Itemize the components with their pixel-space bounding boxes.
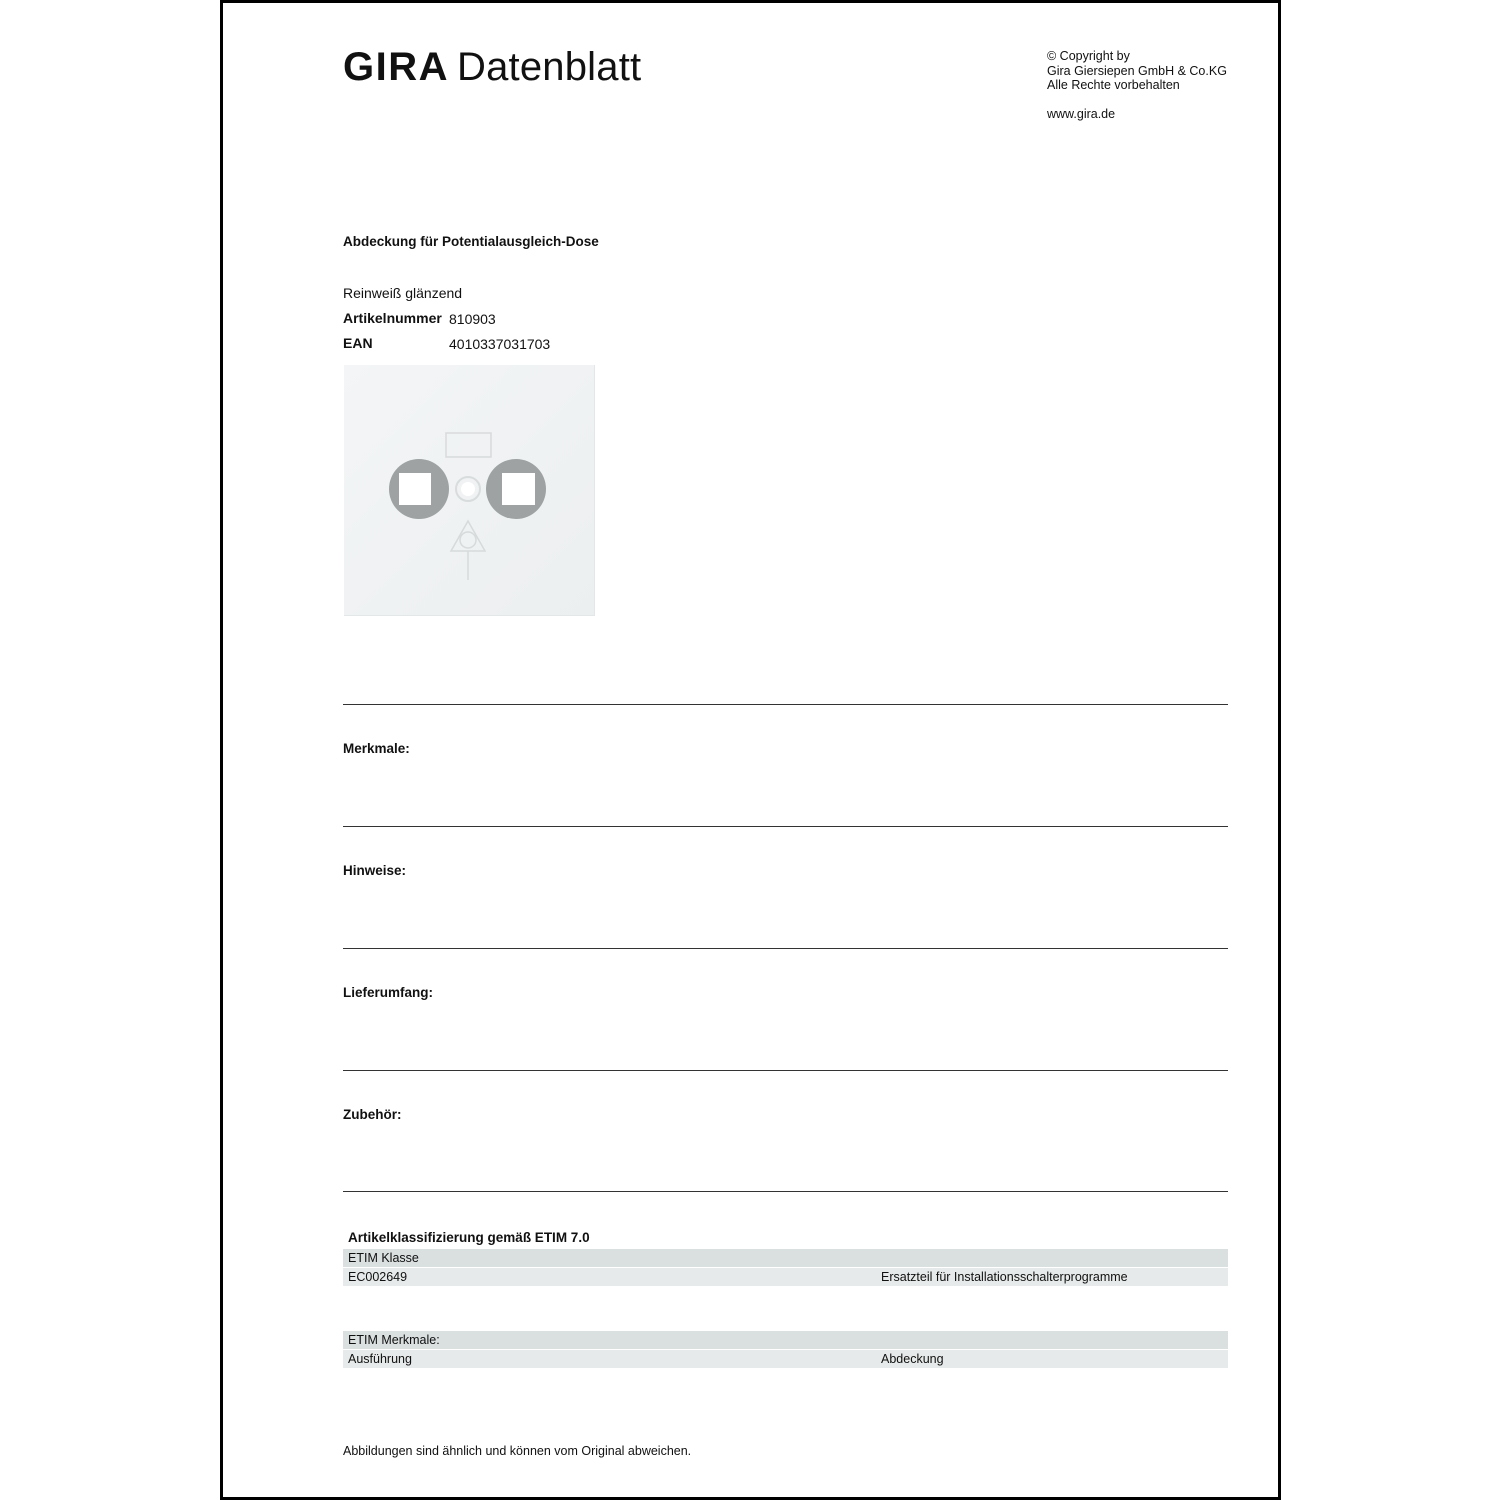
- section-divider: [343, 948, 1228, 949]
- article-number-value: 810903: [449, 311, 496, 327]
- ean-value: 4010337031703: [449, 336, 551, 352]
- etim-feature-value: Abdeckung: [881, 1352, 944, 1366]
- brand-logo: GIRA: [343, 45, 449, 89]
- table-row: [343, 1268, 1228, 1286]
- section-hinweise-label: Hinweise:: [343, 863, 407, 878]
- copyright-line: Alle Rechte vorbehalten: [1047, 78, 1180, 92]
- article-number-label: Artikelnummer: [343, 310, 442, 326]
- section-lieferumfang-label: Lieferumfang:: [343, 985, 434, 1000]
- table-row: [343, 1350, 1228, 1368]
- copyright-line: Gira Giersiepen GmbH & Co.KG: [1047, 63, 1227, 78]
- section-divider: [343, 1191, 1228, 1192]
- section-divider: [343, 704, 1228, 705]
- copyright-line: © Copyright by: [1047, 49, 1130, 63]
- website-link[interactable]: www.gira.de: [1047, 106, 1116, 121]
- etim-features-header-label: ETIM Merkmale:: [348, 1333, 440, 1347]
- product-variant: Reinweiß glänzend: [343, 285, 463, 301]
- etim-class-header-label: ETIM Klasse: [348, 1251, 419, 1265]
- copyright-block: [1047, 49, 1227, 121]
- document-title: [343, 44, 641, 90]
- etim-title: Artikelklassifizierung gemäß ETIM 7.0: [348, 1230, 590, 1245]
- ean-label: EAN: [343, 335, 373, 351]
- product-title: Abdeckung für Potentialausgleich-Dose: [343, 234, 599, 249]
- doc-type: Datenblatt: [457, 45, 642, 89]
- section-zubehoer-label: Zubehör:: [343, 1107, 402, 1122]
- etim-feature-name: Ausführung: [348, 1352, 412, 1366]
- etim-class-code: EC002649: [348, 1270, 408, 1284]
- section-divider: [343, 826, 1228, 827]
- article-number-row: [343, 310, 496, 326]
- etim-class-header: [343, 1249, 1228, 1267]
- cover-plate-illustration: [344, 365, 594, 615]
- section-merkmale-label: Merkmale:: [343, 741, 410, 756]
- ean-row: [343, 335, 550, 351]
- etim-features-header: [343, 1331, 1228, 1349]
- product-image: [344, 365, 595, 616]
- section-divider: [343, 1070, 1228, 1071]
- etim-class-description: Ersatzteil für Installationsschalterprogramme: [881, 1270, 1128, 1284]
- image-disclaimer: Abbildungen sind ähnlich und können vom Original abweichen.: [343, 1444, 692, 1458]
